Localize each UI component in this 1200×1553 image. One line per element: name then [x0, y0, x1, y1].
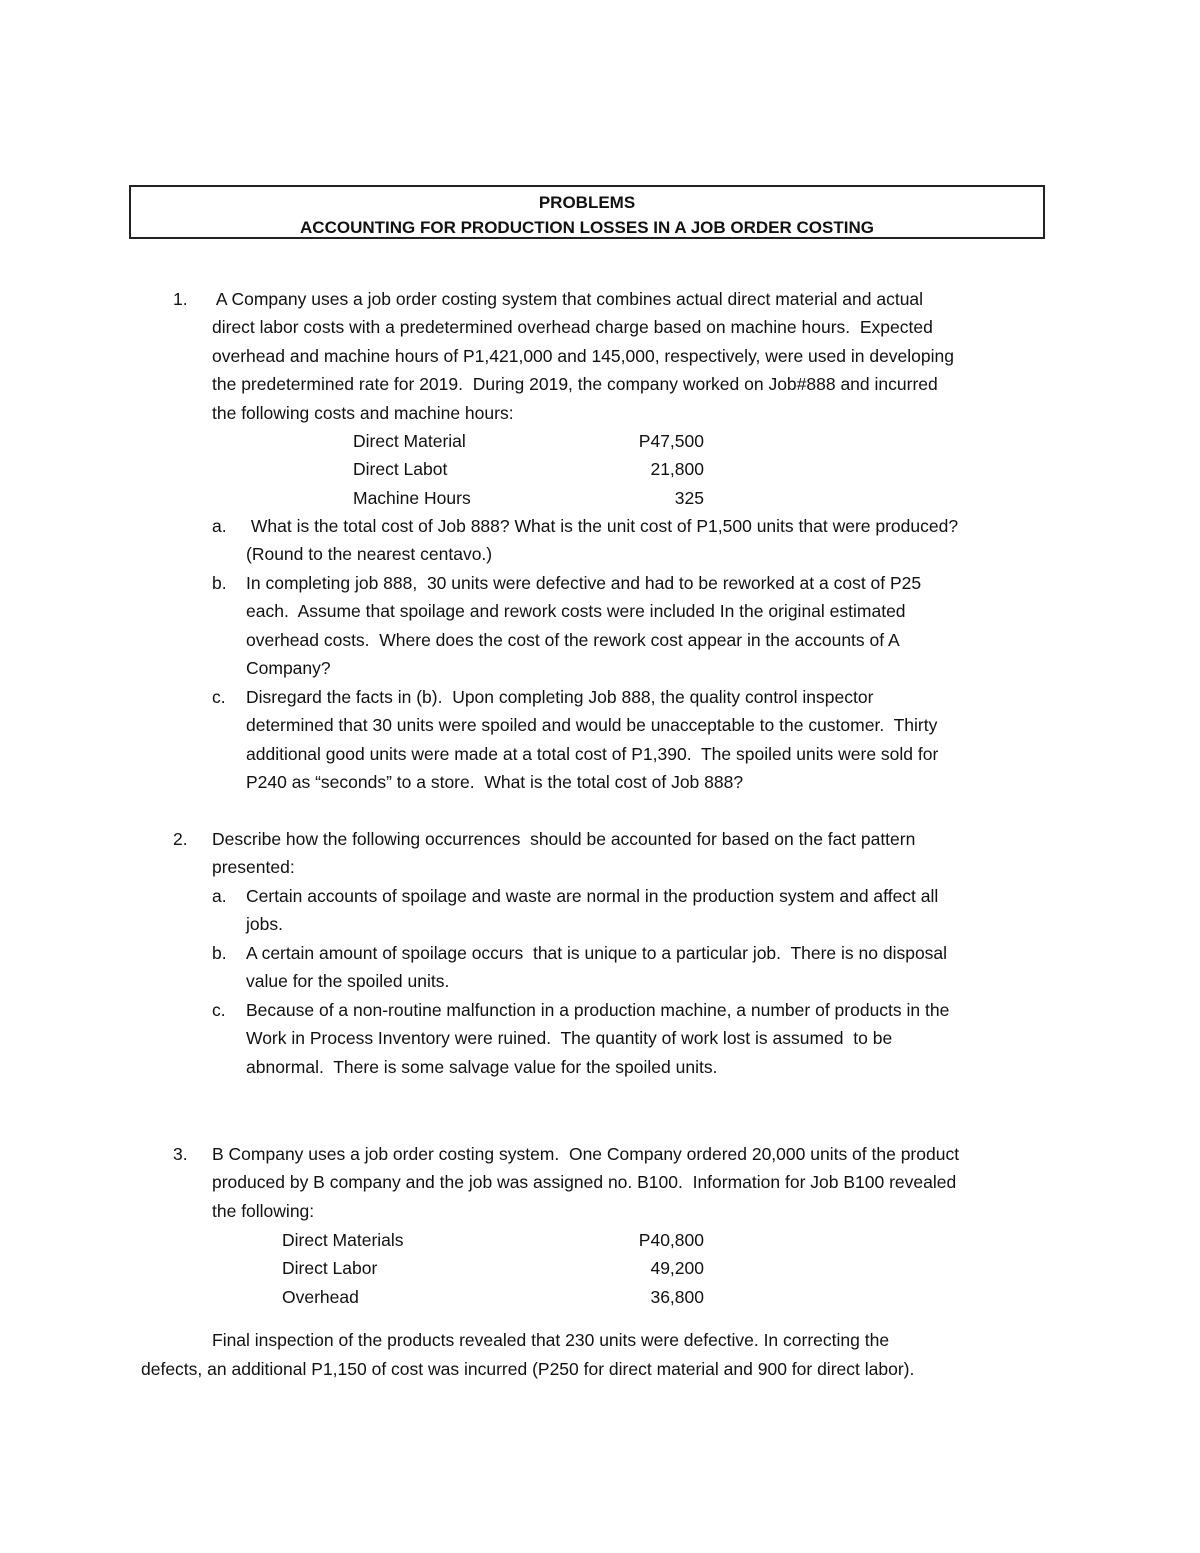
problem-1b-line: In completing job 888, 30 units were defective and had to be reworked at a cost of P25	[246, 573, 922, 593]
problem-3-number: 3.	[173, 1144, 188, 1164]
problem-3-line: B Company uses a job order costing system. One Company ordered 20,000 units of the product	[212, 1144, 960, 1164]
problem-1-text	[212, 285, 954, 427]
problem-2c-text	[246, 996, 949, 1081]
problem-2b-letter: b.	[212, 943, 227, 963]
cost-label: Direct Labor	[282, 1258, 378, 1279]
problem-1b-line: each. Assume that spoilage and rework costs were included In the original estimated	[246, 601, 906, 622]
problem-1b-text	[246, 569, 921, 683]
problem-2c-line: Work in Process Inventory were ruined. The quantity of work lost is assumed to be	[246, 1028, 893, 1049]
problem-1c-line: determined that 30 units were spoiled and would be unacceptable to the customer. Thirty	[246, 715, 938, 736]
problem-2a-line: jobs.	[246, 914, 283, 935]
problem-2b-line: value for the spoiled units.	[246, 971, 450, 992]
cost-value: 325	[674, 487, 704, 508]
problem-1-line: the following costs and machine hours:	[212, 402, 514, 423]
cost-label: Direct Material	[353, 431, 466, 451]
problem-2-text	[212, 825, 915, 882]
cost-label: Direct Materials	[282, 1230, 404, 1250]
problem-3-cost-table	[282, 1226, 704, 1311]
problem-1c-line: P240 as “seconds” to a store. What is the total cost of Job 888?	[246, 772, 744, 793]
problem-3-line: produced by B company and the job was assigned no. B100. Information for Job B100 revealed	[212, 1172, 957, 1193]
page-subtitle: ACCOUNTING FOR PRODUCTION LOSSES IN A JOB ORDER COSTING	[300, 218, 874, 237]
problem-2c-line: Because of a non-routine malfunction in a production machine, a number of products in the	[246, 1000, 950, 1020]
cost-label: Direct Labot	[353, 459, 448, 480]
problem-2b-line: A certain amount of spoilage occurs that is unique to a particular job. There is no disposal	[246, 943, 948, 963]
problem-3-line: the following:	[212, 1200, 315, 1221]
cost-label: Machine Hours	[353, 487, 471, 508]
problem-1-line: A Company uses a job order costing system that combines actual direct material and actual	[212, 289, 924, 309]
problem-2-line: presented:	[212, 857, 295, 878]
cost-value: P40,800	[638, 1230, 704, 1250]
problem-1-number: 1.	[173, 289, 188, 309]
problem-1b-letter: b.	[212, 573, 227, 593]
problem-2c-letter: c.	[212, 1000, 226, 1020]
table-row	[282, 1254, 704, 1282]
problem-2a-line: Certain accounts of spoilage and waste are normal in the production system and affect all	[246, 886, 939, 906]
problem-2c-line: abnormal. There is some salvage value for the spoiled units.	[246, 1056, 718, 1077]
cost-value: P47,500	[638, 431, 704, 451]
problem-1-line: direct labor costs with a predetermined overhead charge based on machine hours. Expected	[212, 317, 933, 338]
table-row	[353, 484, 704, 512]
cost-value: 36,800	[650, 1286, 704, 1307]
problem-1a-text	[246, 512, 958, 569]
table-row	[353, 427, 704, 455]
title-box	[129, 185, 1045, 239]
problem-1a-letter: a.	[212, 516, 227, 536]
problem-2a-text	[246, 882, 938, 939]
problem-1c-line: additional good units were made at a total cost of P1,390. The spoiled units were sold for	[246, 743, 939, 764]
problem-1b-line: overhead costs. Where does the cost of the rework cost appear in the accounts of A	[246, 629, 900, 650]
problem-1-cost-table	[353, 427, 704, 512]
problem-2-number: 2.	[173, 829, 188, 849]
problem-1c-letter: c.	[212, 687, 226, 707]
problem-2-line: Describe how the following occurrences should be accounted for based on the fact pattern	[212, 829, 916, 849]
problem-3-text	[212, 1140, 959, 1225]
table-row	[353, 455, 704, 483]
problem-2a-letter: a.	[212, 886, 227, 906]
problem-1a-line: What is the total cost of Job 888? What is the unit cost of P1,500 units that were produced?	[246, 516, 959, 536]
problem-1-line: overhead and machine hours of P1,421,000 and 145,000, respectively, were used in developing	[212, 345, 954, 366]
problem-1c-text	[246, 683, 938, 797]
table-row	[282, 1283, 704, 1311]
cost-value: 21,800	[650, 459, 704, 480]
problem-1-line: the predetermined rate for 2019. During 2019, the company worked on Job#888 and incurred	[212, 374, 938, 395]
problem-1b-line: Company?	[246, 658, 331, 679]
cost-value: 49,200	[650, 1258, 704, 1279]
problem-2b-text	[246, 939, 947, 996]
problem-1c-line: Disregard the facts in (b). Upon completing Job 888, the quality control inspector	[246, 687, 874, 707]
table-row	[282, 1226, 704, 1254]
problem-3-closing-line-1: Final inspection of the products revealed that 230 units were defective. In correcting the	[212, 1330, 890, 1350]
page-title: PROBLEMS	[538, 193, 636, 212]
problem-1a-line: (Round to the nearest centavo.)	[246, 544, 493, 565]
cost-label: Overhead	[282, 1286, 359, 1307]
problem-3-closing-line-2: defects, an additional P1,150 of cost was incurred (P250 for direct material and 900 for direct labor).	[141, 1359, 915, 1379]
